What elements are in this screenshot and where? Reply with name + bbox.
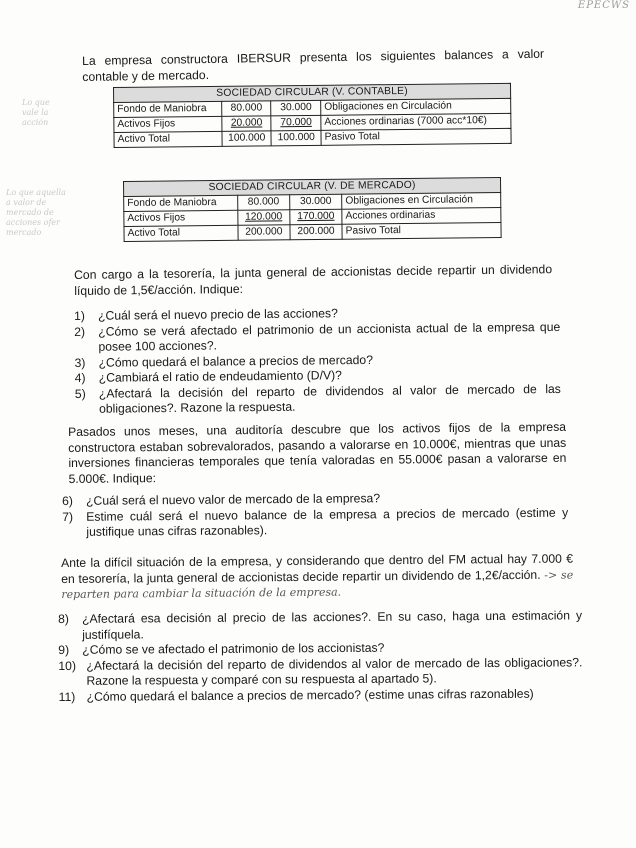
handwritten-annotation: -> se reparten para cambiar la situación de la empresa. (61, 568, 574, 601)
list-item: 2) ¿Cómo se verá afectado el patrimonio de un accionista actual de la empresa que posee 100 acciones?. (74, 319, 561, 354)
list-item: 7) Estime cuál será el nuevo balance de la empresa a precios de mercado (estime y justifique unas cifras razonables). (62, 505, 569, 539)
corner-handwritten-note: EPECWS (577, 0, 630, 11)
margin-note-2: Lo que aquella a valor de mercado de acciones ofer mercado (6, 188, 66, 237)
list-item: 11) ¿Cómo quedará el balance a precios de mercado? (estime unas cifras razonables) (58, 686, 534, 704)
balance-table-market-value (123, 177, 502, 242)
list-item: 9) ¿Cómo se ve afectado el patrimonio de los accionistas? (58, 640, 385, 657)
difficult-situation-paragraph: Ante la difícil situación de la empresa, y considerando que dentro del FM actual hay 7.000 € en tesorería, la junta general de accionistas decide repartir un dividendo de 1,2€/acción. -> se reparten para cambiar la situación de la empresa. (61, 551, 574, 601)
table-row: Fondo de Maniobra 80.000 30.000 Obligaciones en Circulación (124, 193, 501, 212)
intro-paragraph: La empresa constructora IBERSUR presenta los siguientes balances a valor contable y de mercado. (82, 46, 545, 84)
list-item: 1) ¿Cuál será el nuevo precio de las acciones? (74, 306, 338, 323)
balance-table-book-value (113, 83, 512, 148)
list-item: 6) ¿Cuál será el nuevo valor de mercado de la empresa? (62, 491, 381, 508)
table-row: Activo Total 100.000 100.000 Pasivo Total (114, 128, 511, 147)
list-item: 5) ¿Afectará la decisión del reparto de dividendos al valor de mercado de las obligaciones?. Razone la respuesta. (74, 381, 561, 416)
table-row: Activos Fijos 20.000 70.000 Acciones ordinarias (7000 acc*10€) (114, 113, 511, 132)
list-item: 3) ¿Cómo quedará el balance a precios de mercado? (74, 352, 374, 370)
list-item: 10) ¿Afectará la decisión del reparto de dividendos al valor de mercado de las obligaciones?. Razone la respuesta y comparé con su respuesta al apartado 5). (58, 654, 583, 688)
questions-list-2 (62, 490, 568, 541)
questions-list-3 (58, 608, 583, 705)
questions-list-1 (74, 304, 561, 418)
list-item: 4) ¿Cambiará el ratio de endeudamiento (D/V)? (74, 368, 342, 385)
table-row: Fondo de Maniobra 80.000 30.000 Obligaciones en Circulación (114, 98, 511, 117)
table-title: SOCIEDAD CIRCULAR (V. DE MERCADO) (124, 178, 501, 197)
table-title: SOCIEDAD CIRCULAR (V. CONTABLE) (114, 83, 511, 102)
dividend-paragraph: Con cargo a la tesorería, la junta general de accionistas decide repartir un dividendo líquido de 1,5€/acción. Indique: (74, 262, 553, 298)
table-row: Activo Total 200.000 200.000 Pasivo Total (124, 223, 501, 242)
list-item: 8) ¿Afectará esa decisión al precio de las acciones?. En su caso, haga una estimación y justifíquela. (58, 608, 583, 642)
audit-paragraph: Pasados unos meses, una auditoría descubre que los activos fijos de la empresa constructora estaban sobrevalorados, pasando a valorarse en 10.000€, mientras que unas inversiones financieras temporales que tenía valoradas en 55.000€ pasan a valorarse en 5.000€. Indique: (68, 419, 567, 486)
margin-note-1: Lo que vale la acción (22, 98, 50, 127)
table-row: Activos Fijos 120.000 170.000 Acciones ordinarias (124, 208, 501, 227)
